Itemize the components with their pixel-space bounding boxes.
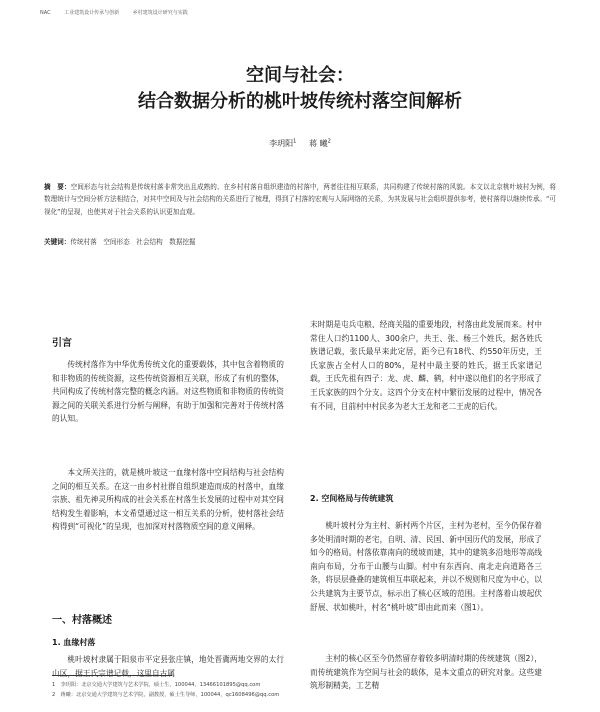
title-line-1: 空间与社会： bbox=[246, 65, 354, 86]
intro-paragraph-1: 传统村落作为中华优秀传统文化的重要载体，其中包含着物质的和非物质的传统资源，这些传统资源相互关联，形成了有机的整体，共同构成了传统村落完整的概念内涵。对这些物质和非物质的传统资源之间的关联关系进行分析与阐释，有助于加强和完善对于传统村落的认知。 bbox=[52, 360, 284, 424]
right-paragraph-3: 主村的核心区至今仍然留存着较多明清时期的传统建筑（图2），而传统建筑作为空间与社会的载体，是本文重点的研究对象。这些建筑形制精美，工艺精 bbox=[310, 654, 542, 691]
author-name: 李玥阳 bbox=[269, 139, 294, 148]
keywords-text: 传统村落 空间形态 社会结构 数据挖掘 bbox=[70, 238, 196, 246]
section-1-1-paragraph: 桃叶坡村隶属于阳泉市平定县张庄镇，地处晋冀两地交界的太行山区，据王氏宗谱记载，这里自古属 bbox=[52, 655, 284, 678]
running-header-right: 乡村建筑设计研究与实践 bbox=[132, 10, 188, 16]
intro-paragraph-2: 本文所关注的，就是桃叶坡这一血缘村落中空间结构与社会结构之间的相互关系。在这一由乡村社群自组织建造而成的村落中，血缘宗族、祖先神灵所构成的社会关系在村落生长发展的过程中对其空间结构发生着影响，本文希望通过这一相互关系的分析，使村落社会结构得到“可视化”的呈现，也加深对村落物质空间的意义阐释。 bbox=[52, 468, 284, 532]
author-mark: 2 bbox=[327, 138, 331, 145]
footnote-divider bbox=[52, 675, 172, 676]
abstract-text: 空间形态与社会结构是传统村落非常突出且成熟的、在乡村村落自组织建造的村落中，两者往往相互联系，共同构建了传统村落的风貌。本文以北京桃叶坡村为例，将数理统计与空间分析方法相结合，对其中空间及与社会结构的关系进行了梳理，得到了村落的宏观与人际网络的关系，为其发展与社会组织提供参考，使村落得以继续传承。“可视化”的呈现，也使其对于社会关系的认识更加直观。 bbox=[44, 183, 557, 216]
heading-section-1: 一、村落概述 bbox=[52, 615, 112, 626]
title-line-2: 结合数据分析的桃叶坡传统村落空间解析 bbox=[138, 91, 462, 112]
right-paragraph-2: 桃叶坡村分为主村、新村两个片区，主村为老村，至今仍保存着多处明清时期的老宅，自明、清、民国、新中国历代的发展，形成了如今的格局。村落依靠南向的缓坡而建，其中的建筑多沿地形等高线南向布局，分布于山腰与山脚。村中有东西向、南北走向道路各三条，将层层叠叠的建筑相互串联起来，并以不规则和尺度为中心，以公共建筑为主要节点，标示出了核心区域的范围。主村落着山坡起伏舒展、状如桃叶，村名“桃叶坡”即由此而来（图1）。 bbox=[310, 521, 542, 612]
abstract-label: 摘 要： bbox=[44, 183, 71, 191]
author-mark: 1 bbox=[293, 138, 297, 145]
heading-section-1-1: 1. 血缘村落 bbox=[52, 638, 96, 647]
running-header-journal: 工业建筑设计传承与创新 bbox=[64, 10, 120, 16]
paper-title bbox=[0, 64, 600, 114]
heading-introduction: 引言 bbox=[52, 338, 72, 349]
author-name: 蒋 曦 bbox=[309, 139, 328, 148]
running-header-left: NAC bbox=[40, 10, 51, 16]
abstract bbox=[44, 181, 556, 218]
running-header bbox=[40, 9, 560, 19]
heading-section-1-2: 2. 空间格局与传统建筑 bbox=[310, 494, 394, 503]
footnote-2: 2 蒋曦：北京交通大学建筑与艺术学院，副教授，硕士生导师，100044，qc1608496@qq.com bbox=[52, 692, 280, 698]
keywords bbox=[44, 236, 556, 248]
keywords-label: 关键词： bbox=[44, 238, 71, 246]
right-paragraph-1: 末时期是屯兵屯粮、经商关隘的重要地段，村落由此发展而来。村中常住人口约1100人、300余户，共王、张、杨三个姓氏，据各姓氏族谱记载，张氏最早来此定居，距今已有18代、约550年历史，王氏家族占全村人口的80%，是村中最主要的姓氏，据王氏家谱记载，王氏先祖有四子：龙、虎、麟、鹤，村中遂以他们的名字形成了王氏家族的四个分支。这四个分支在村中繁衍发展的过程中，情况各有不同，目前村中村民多为老大王龙和老二王虎的后代。 bbox=[310, 320, 542, 411]
footnote-1: 1 李玥阳：北京交通大学建筑与艺术学院，硕士生，100044，13466101895@qq.com bbox=[52, 682, 261, 688]
author-line bbox=[0, 138, 600, 149]
